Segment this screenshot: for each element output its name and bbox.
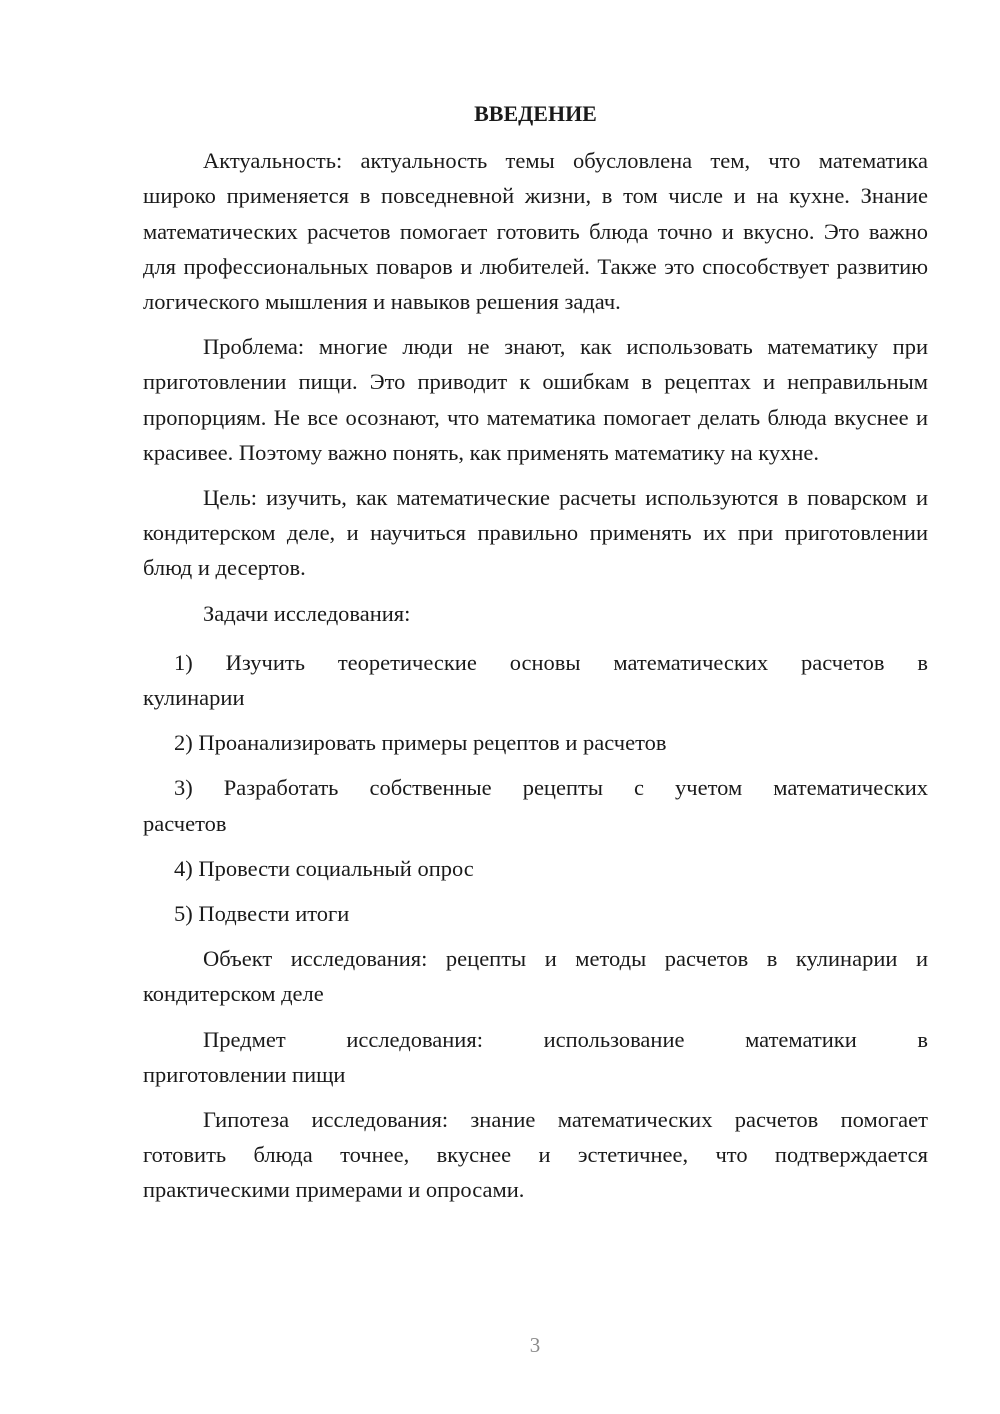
- task-item: [143, 770, 928, 840]
- task-item-line: 1) Изучить теоретические основы математических расчетов в: [174, 649, 928, 675]
- task-item-line: 3) Разработать собственные рецепты с учетом математических: [174, 775, 928, 801]
- relevance-paragraph: Актуальность: актуальность темы обусловлена тем, что математика широко применяется в повседневной жизни, в том числе и на кухне. Знание математических расчетов помогает готовить блюда точно и вкусно. Это важно для профессиональных поваров и любителей. Также это способствует развитию логического мышления и навыков решения задач.: [143, 148, 928, 315]
- task-item: 4) Провести социальный опрос: [174, 855, 474, 881]
- subject-line: Предмет исследования: использование математики в: [203, 1026, 928, 1052]
- document-page: [143, 96, 928, 1218]
- object-paragraph: Объект исследования: рецепты и методы расчетов в кулинарии и кондитерском деле: [143, 946, 928, 1007]
- task-item-continuation: кулинарии: [143, 685, 245, 711]
- tasks-title: Задачи исследования:: [203, 600, 411, 626]
- task-item-continuation: расчетов: [143, 810, 227, 836]
- page-title: ВВЕДЕНИЕ: [474, 101, 597, 126]
- page-number: 3: [529, 1333, 541, 1357]
- problem-paragraph: Проблема: многие люди не знают, как использовать математику при приготовлении пищи. Это приводит к ошибкам в рецептах и неправильным пропорциям. Не все осознают, что математика помогает делать блюда вкуснее и красивее. Поэтому важно понять, как применять математику на кухне.: [143, 334, 928, 465]
- goal-paragraph: Цель: изучить, как математические расчеты используются в поварском и кондитерском деле, и научиться правильно применять их при приготовлении блюд и десертов.: [143, 485, 928, 581]
- task-item: 2) Проанализировать примеры рецептов и расчетов: [174, 730, 667, 756]
- hypothesis-paragraph: Гипотеза исследования: знание математических расчетов помогает готовить блюда точнее, вкуснее и эстетичнее, что подтверждается практическими примерами и опросами.: [143, 1107, 928, 1203]
- task-item: [143, 645, 928, 715]
- subject-continuation: приготовлении пищи: [143, 1061, 346, 1087]
- subject-paragraph: [143, 1022, 928, 1092]
- task-item: 5) Подвести итоги: [174, 901, 350, 927]
